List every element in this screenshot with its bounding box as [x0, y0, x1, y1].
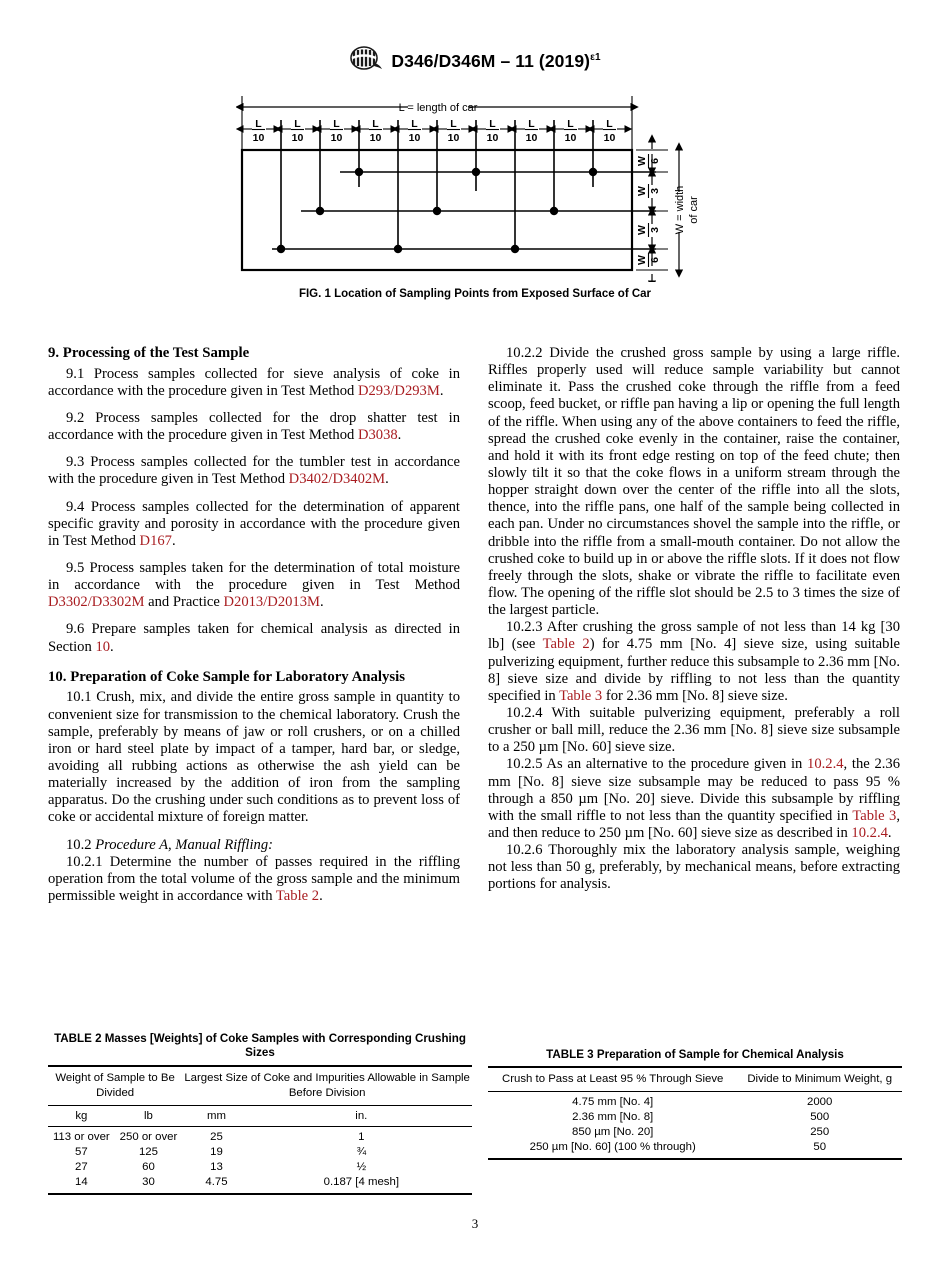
paragraph-9-3	[48, 454, 460, 488]
svg-text:10: 10	[564, 132, 577, 144]
cell-weight: 2000	[737, 1092, 902, 1110]
p9-5-text-mid: and Practice	[144, 594, 224, 611]
table-2-unit-lb: lb	[115, 1105, 183, 1127]
paragraph-10-2-6: 10.2.6 Thoroughly mix the laboratory analysis sample, weighing not less than 50 g, preferably, by mechanical means, before extracting portions for analysis.	[488, 842, 900, 893]
svg-text:L = length of car: L = length of car	[398, 102, 478, 114]
cell-mm: 13	[210, 1161, 223, 1174]
p10-2-number: 10.2	[66, 836, 96, 853]
document-revision-superscript: ε1	[590, 52, 601, 64]
p10-2-3-text-a: 10.2.3 After crushing the gross sample of not less than 14 kg [30 lb] (see	[488, 619, 900, 653]
figure-1-sampling-points-diagram	[236, 92, 716, 282]
svg-text:W: W	[636, 156, 648, 166]
table-2-group-header-size: Largest Size of Coke and Impurities Allowable in Sample Before Division	[182, 1066, 472, 1105]
paragraph-9-5	[48, 560, 460, 611]
svg-text:L: L	[567, 118, 574, 130]
svg-text:L: L	[528, 118, 535, 130]
cell-lb: 250 or over	[115, 1127, 183, 1145]
paragraph-10-1: 10.1 Crush, mix, and divide the entire gross sample in quantity to convenient size for transmission to the chemical laboratory. Crush the sample, preferably by means of jaw or roll crushers, or on a chilled iron or hard steel plate by impact of a tamper, hard bar, or sledge, avoiding all rubbing actions as otherwise the ash yield can be materially increased by the addition of iron from the sampling apparatus. Do the crushing under such conditions as to prevent loss of coke or accidental mixture of foreign matter.	[48, 689, 460, 826]
svg-text:10: 10	[252, 132, 265, 144]
link-10-2-4-first[interactable]: 10.2.4	[807, 756, 844, 773]
cell-mm: 19	[210, 1146, 223, 1159]
p10-2-1-text-a: 10.2.1 Determine the number of passes required in the riffling operation from the total volume of the gross sample and the minimum permissible weight in accordance with	[48, 853, 460, 905]
cell-in: ¾	[356, 1146, 367, 1159]
table-3-title: TABLE 3 Preparation of Sample for Chemical Analysis	[546, 1048, 844, 1061]
svg-text:W: W	[636, 225, 648, 235]
link-table-2-ref[interactable]: Table 2	[542, 636, 590, 653]
p9-4-text-b: .	[171, 532, 176, 549]
table-3-header-crush: Crush to Pass at Least 95 % Through Sieve	[488, 1067, 737, 1091]
table-3-block	[488, 1048, 902, 1160]
svg-text:3: 3	[649, 227, 661, 233]
p10-2-3-text-mid: ) for 4.75 mm [No. 4] sieve size, using suitable pulverizing equipment, further reduce this subsample to 2.36 mm [No. 8] sieve size and divide by riffling to not less than the quantity specified in	[488, 636, 900, 704]
page-number: 3	[471, 1216, 479, 1231]
cell-lb: 125	[138, 1146, 158, 1159]
svg-text:L: L	[294, 118, 301, 130]
table-3	[488, 1066, 902, 1159]
paragraph-10-2-5	[488, 756, 900, 842]
p9-5-text-b: .	[319, 594, 324, 611]
table-2-block	[48, 1032, 472, 1195]
p10-2-1-text-b: .	[319, 888, 323, 905]
cell-lb: 60	[142, 1161, 155, 1174]
cell-kg: 27	[75, 1161, 88, 1174]
cell-in: 1	[251, 1127, 472, 1145]
p9-6-text-a: 9.6 Prepare samples taken for chemical analysis as directed in Section	[48, 621, 460, 655]
p9-1-text-a: 9.1 Process samples collected for sieve analysis of coke in accordance with the procedure given in Test Method	[48, 365, 460, 399]
svg-text:L: L	[333, 118, 340, 130]
p10-2-3-text-b: for 2.36 mm [No. 8] sieve size.	[602, 687, 788, 704]
svg-text:10: 10	[408, 132, 421, 144]
right-text-column	[488, 345, 900, 894]
link-10-2-4-second[interactable]: 10.2.4	[851, 824, 888, 841]
svg-text:W: W	[636, 186, 648, 196]
document-number	[391, 51, 600, 72]
paragraph-10-2-2: 10.2.2 Divide the crushed gross sample by using a large riffle. Riffles properly used will reduce sample variability but cannot eliminate it. Pass the crushed coke through the riffle from a feed scoop, feed bucket, or riffle pan having a lip or opening the full length of the riffle. When using any of the above containers to feed the riffle, spread the crushed coke evenly in the container, raise the container, and hold it with its front edge resting on top of the feed chute; then slowly tilt it so that the coke flows in a uniform stream through the hopper straight down over the center of the riffle into all the slots, thence, into the riffle pans, one half of the sample being collected in each pan. Under no circumstances shovel the sample into the riffle, or dribble into the riffle from a small-mouth container. Do not allow the crushed coke to build up in or above the riffle slots. If it does not flow freely through the slots, shake or vibrate the riffle to facilitate even flow. The opening of the riffle slot should be 2.5 to 3 times the size of the largest particle.	[488, 345, 900, 619]
link-table-3-second[interactable]: Table 3	[852, 807, 897, 824]
p10-2-5-text-b: .	[887, 824, 892, 841]
link-table-2[interactable]: Table 2	[275, 888, 320, 905]
p10-2-5-text-mid: , the 2.36 mm [No. 8] sieve size subsample may be reduced to pass 95 % through a 850 µm [No. 20] sieve. Divide this subsample by riffling with the small riffle to not less than the quantity specified in	[488, 756, 900, 824]
table-row	[48, 1160, 472, 1175]
p9-2-text-b: .	[397, 427, 402, 444]
p9-5-text-a: 9.5 Process samples taken for the determination of total moisture in accordance with the procedure given in Test Method	[48, 560, 460, 594]
cell-in: 0.187 [4 mesh]	[251, 1175, 472, 1194]
link-d293[interactable]: D293/D293M	[357, 382, 440, 399]
table-row	[48, 1175, 472, 1194]
table-2-group-header-weight: Weight of Sample to Be Divided	[48, 1066, 182, 1105]
table-2-unit-kg: kg	[48, 1105, 115, 1127]
p9-6-text-b: .	[110, 638, 114, 655]
svg-text:L: L	[489, 118, 496, 130]
paragraph-10-2-3	[488, 619, 900, 705]
svg-text:L: L	[606, 118, 613, 130]
link-d3402[interactable]: D3402/D3402M	[288, 471, 386, 488]
cell-kg: 113 or over	[48, 1127, 115, 1145]
table-row	[488, 1140, 902, 1159]
cell-lb: 30	[115, 1175, 183, 1194]
page-header	[0, 46, 950, 77]
svg-text:10: 10	[330, 132, 343, 144]
p9-3-text-a: 9.3 Process samples collected for the tumbler test in accordance with the procedure given in Test Method	[48, 454, 460, 488]
paragraph-10-2	[48, 837, 460, 854]
link-table-3-ref[interactable]: Table 3	[559, 687, 603, 704]
cell-mm: 4.75	[182, 1175, 250, 1194]
section-10-heading: 10. Preparation of Coke Sample for Laboratory Analysis	[48, 668, 406, 685]
cell-weight: 50	[737, 1140, 902, 1159]
paragraph-9-4	[48, 499, 460, 550]
svg-text:L: L	[372, 118, 379, 130]
table-2-title: TABLE 2 Masses [Weights] of Coke Samples with Corresponding Crushing Sizes	[54, 1032, 466, 1060]
p10-2-5-text-mid2: , and then reduce to 250 µm [No. 60] sieve size as described in	[488, 807, 900, 841]
link-d3302[interactable]: D3302/D3302M	[48, 594, 145, 611]
svg-text:10: 10	[447, 132, 460, 144]
cell-kg: 14	[48, 1175, 115, 1194]
cell-sieve: 850 µm [No. 20]	[572, 1125, 654, 1138]
p10-2-5-text-a: 10.2.5 As an alternative to the procedure given in	[506, 756, 808, 773]
svg-text:10: 10	[525, 132, 538, 144]
svg-text:10: 10	[486, 132, 499, 144]
table-row	[488, 1092, 902, 1110]
cell-mm: 25	[182, 1127, 250, 1145]
section-9-heading: 9. Processing of the Test Sample	[48, 345, 250, 361]
svg-text:L: L	[411, 118, 418, 130]
svg-text:6: 6	[649, 158, 661, 164]
svg-text:of car: of car	[688, 196, 700, 224]
table-2	[48, 1065, 472, 1195]
table-row	[48, 1145, 472, 1160]
cell-sieve: 2.36 mm [No. 8]	[572, 1111, 654, 1124]
cell-sieve: 250 µm [No. 60] (100 % through)	[488, 1140, 737, 1159]
link-d167[interactable]: D167	[139, 532, 172, 549]
link-section-10[interactable]: 10	[95, 638, 111, 655]
link-d2013[interactable]: D2013/D2013M	[223, 594, 320, 611]
table-2-unit-mm: mm	[182, 1105, 250, 1127]
table-3-header-divide: Divide to Minimum Weight, g	[737, 1067, 902, 1091]
cell-weight: 500	[810, 1111, 830, 1124]
astm-logo	[349, 46, 383, 77]
p9-4-text-a: 9.4 Process samples collected for the determination of apparent specific gravity and porosity in accordance with the procedure given in Test Method	[48, 498, 460, 549]
table-row	[488, 1110, 902, 1125]
p10-2-procedure-title: Procedure A, Manual Riffling:	[95, 836, 273, 853]
svg-text:L: L	[255, 118, 262, 130]
svg-text:6: 6	[649, 257, 661, 263]
cell-kg: 57	[75, 1146, 88, 1159]
cell-sieve: 4.75 mm [No. 4]	[488, 1092, 737, 1110]
table-2-unit-in: in.	[251, 1105, 472, 1127]
document-number-text: D346/D346M – 11 (2019)	[391, 51, 591, 71]
svg-text:3: 3	[649, 188, 661, 194]
cell-weight: 250	[810, 1125, 830, 1138]
paragraph-9-1	[48, 366, 460, 400]
p9-3-text-b: .	[385, 471, 389, 488]
paragraph-9-6	[48, 621, 460, 655]
p9-2-text-a: 9.2 Process samples collected for the drop shatter test in accordance with the procedure given in Test Method	[48, 410, 460, 444]
paragraph-9-2	[48, 410, 460, 444]
table-row	[48, 1127, 472, 1145]
svg-text:W = width: W = width	[674, 185, 686, 235]
left-text-column	[48, 345, 460, 905]
svg-text:10: 10	[291, 132, 304, 144]
paragraph-10-2-1	[48, 854, 460, 905]
link-d3038[interactable]: D3038	[357, 427, 398, 444]
svg-text:10: 10	[603, 132, 616, 144]
paragraph-10-2-4: 10.2.4 With suitable pulverizing equipment, preferably a roll crusher or ball mill, reduce the 2.36 mm [No. 8] sieve size subsample to a 250 µm [No. 60] sieve size.	[488, 704, 900, 756]
svg-text:10: 10	[369, 132, 382, 144]
cell-in: ½	[356, 1161, 367, 1174]
table-row	[488, 1125, 902, 1140]
svg-text:L: L	[450, 118, 457, 130]
p9-1-text-b: .	[439, 382, 444, 399]
figure-1-caption: FIG. 1 Location of Sampling Points from Exposed Surface of Car	[298, 288, 652, 300]
svg-text:W: W	[636, 255, 648, 265]
